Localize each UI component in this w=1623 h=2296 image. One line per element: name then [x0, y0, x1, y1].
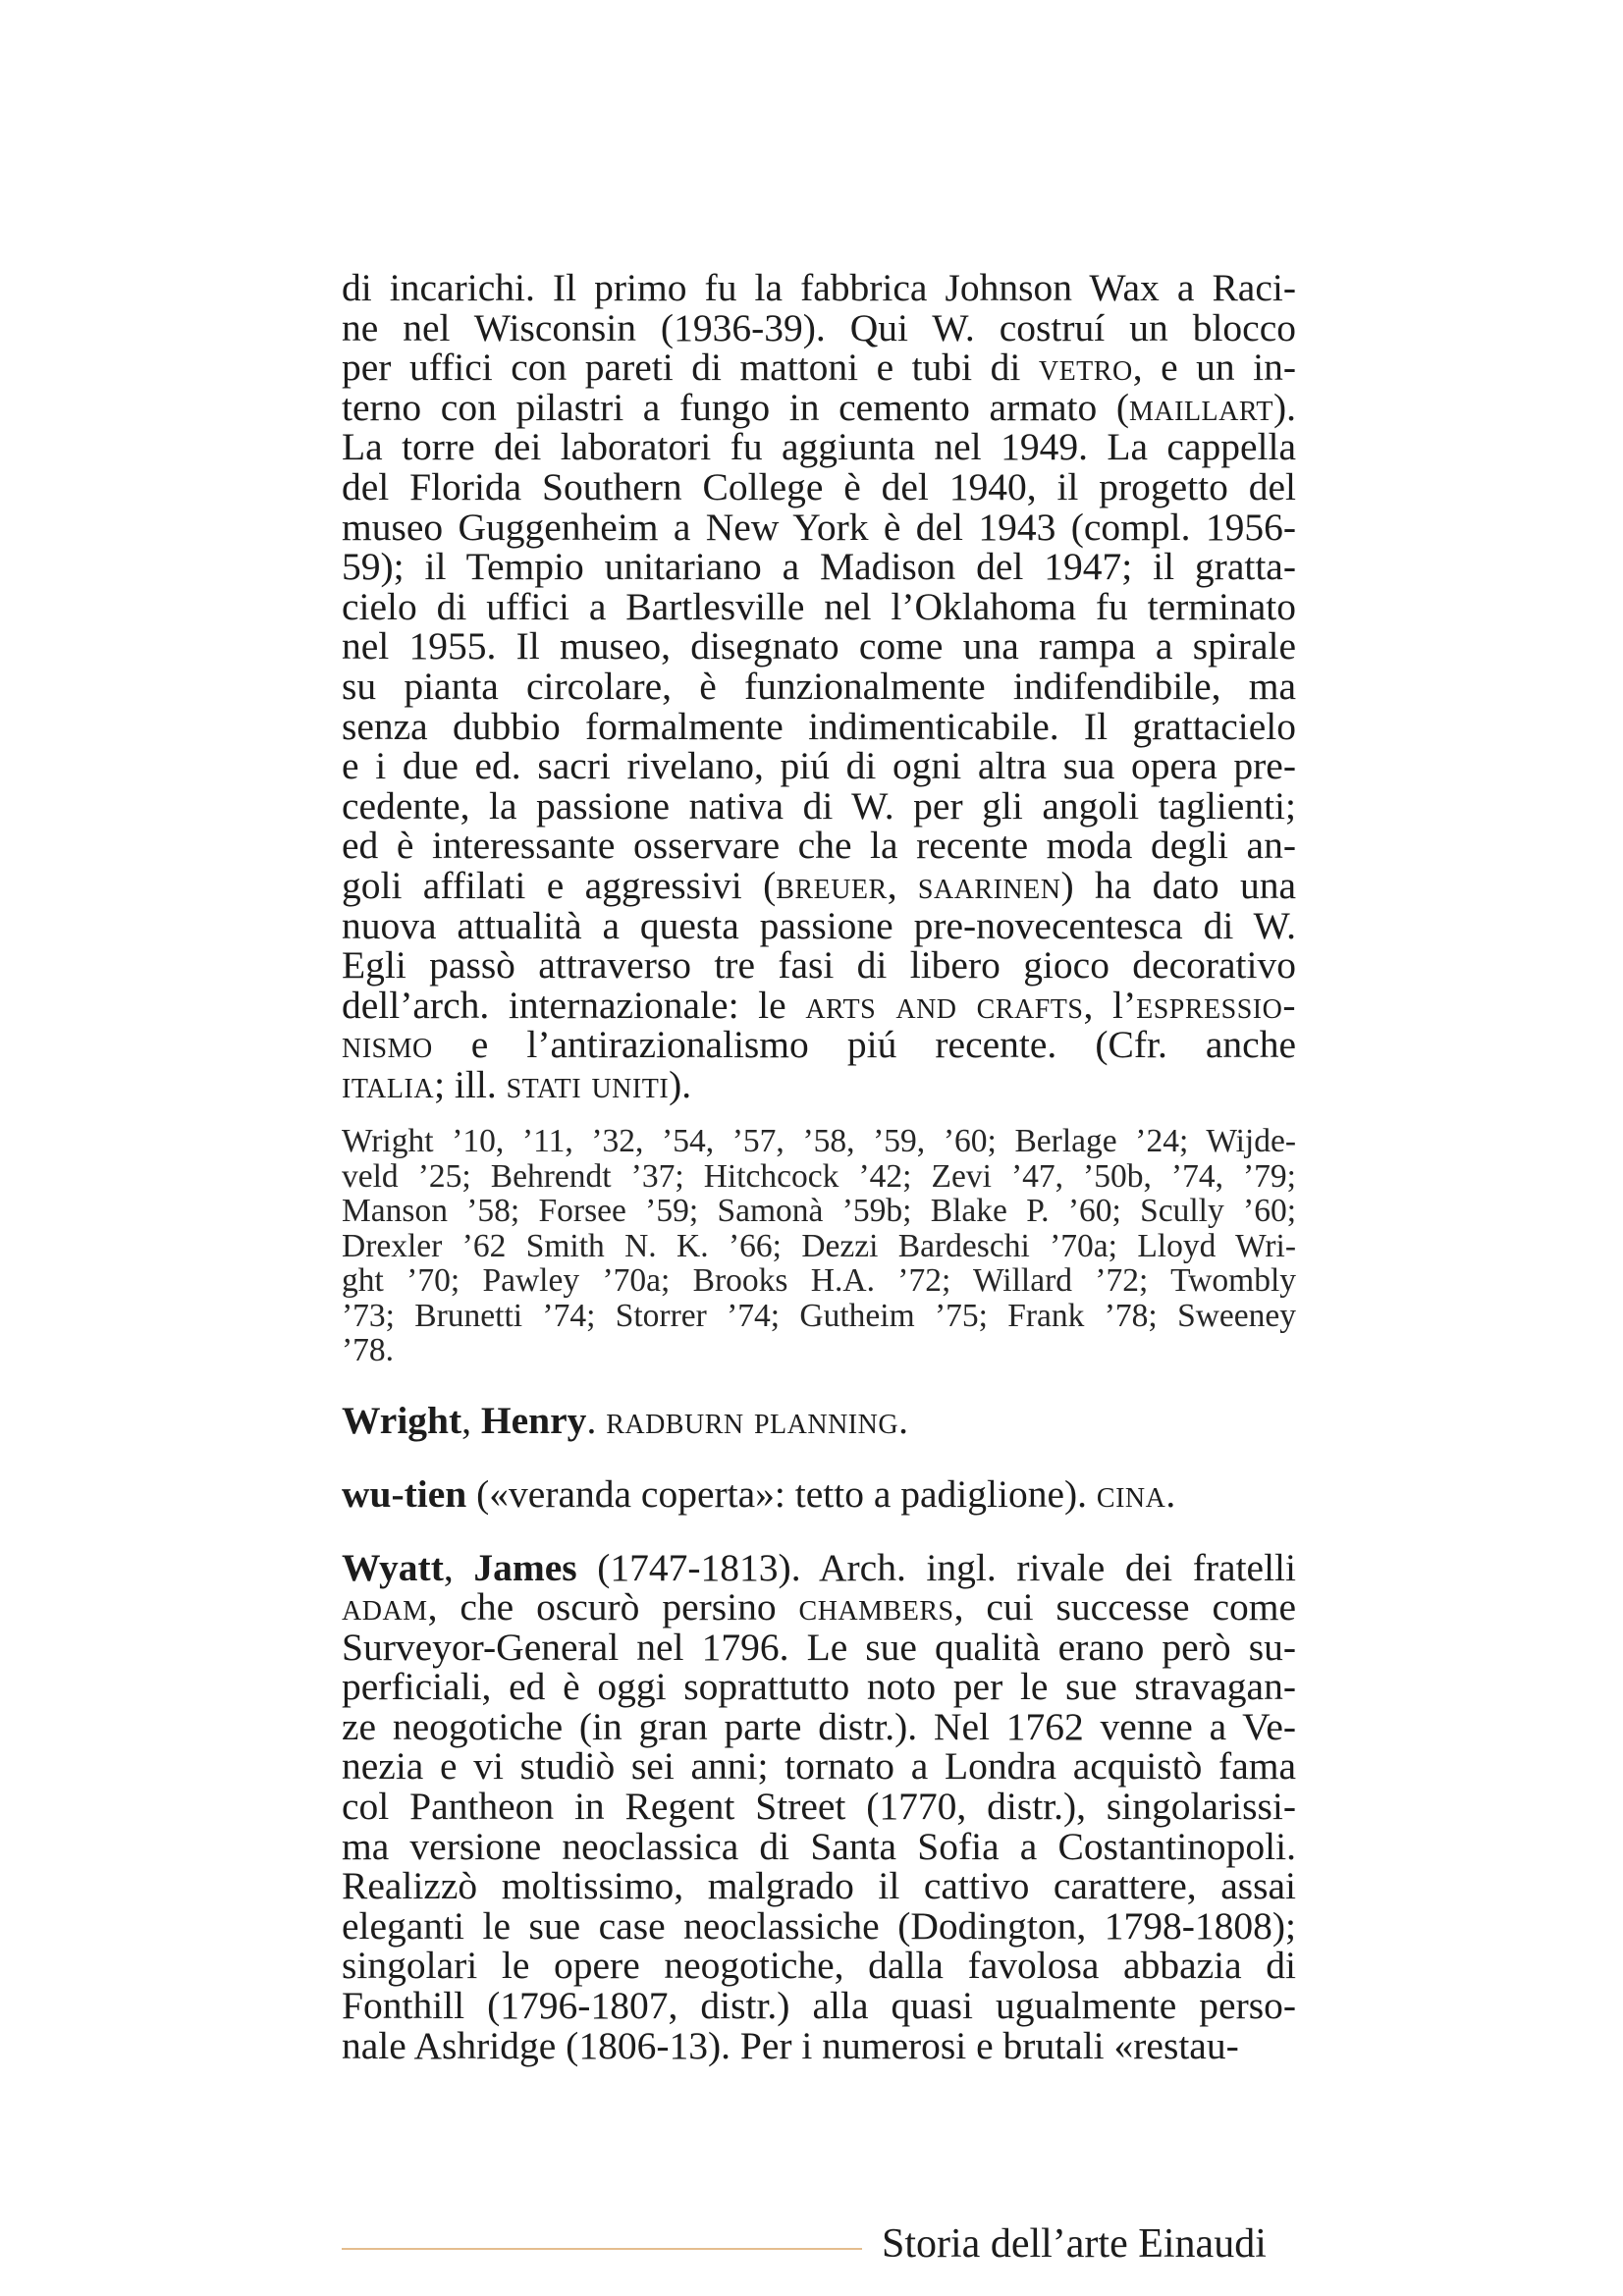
- entry-headword: James: [473, 1545, 577, 1589]
- text-segment: , che oscurò persino: [427, 1585, 799, 1629]
- text-segment: dell’arch. internazionale: le: [342, 983, 806, 1027]
- cross-reference: stati uniti: [506, 1062, 670, 1106]
- text-line: ne nel Wisconsin (1936-39). Qui W. costruí un blocco: [342, 305, 1296, 349]
- bibliography-wright: [342, 1124, 1296, 1367]
- entry-headword: wu-tien: [342, 1471, 467, 1516]
- text-segment: ,: [443, 1545, 474, 1589]
- entry-headword: Wyatt: [342, 1545, 444, 1589]
- text-line: ze neogotiche (in gran parte distr.). Nel 1762 venne a Ve-: [342, 1704, 1296, 1748]
- text-line: di incarichi. Il primo fu la fabbrica Johnson Wax a Raci-: [342, 266, 1296, 309]
- text-segment: e l’antirazionalismo piú recente. (Cfr. anche: [432, 1023, 1296, 1067]
- text-line: ght ’70; Pawley ’70a; Brooks H.A. ’72; Willard ’72; Twombly: [342, 1262, 1296, 1300]
- text-line: senza dubbio formalmente indimenticabile. Il grattacielo: [342, 704, 1296, 748]
- cross-reference: arts and crafts: [805, 983, 1084, 1027]
- footer-title: Storia dell’arte Einaudi: [882, 2221, 1267, 2267]
- text-line: La torre dei laboratori fu aggiunta nel 1949. La cappella: [342, 425, 1296, 469]
- entry-wu-tien: [342, 1471, 1296, 1516]
- text-line: [342, 385, 1296, 429]
- text-line: Surveyor-General nel 1796. Le sue qualità erano però su-: [342, 1625, 1296, 1669]
- cross-reference: italia: [342, 1062, 435, 1106]
- cross-reference: saarinen: [917, 863, 1061, 907]
- text-line: ma versione neoclassica di Santa Sofia a Costantinopoli.: [342, 1824, 1296, 1868]
- text-line: eleganti le sue case neoclassiche (Dodington, 1798-1808);: [342, 1903, 1296, 1948]
- text-segment: ).: [669, 1062, 692, 1106]
- text-segment: ).: [1272, 385, 1296, 429]
- text-line: nezia e vi studiò sei anni; tornato a Londra acquistò fama: [342, 1744, 1296, 1789]
- text-line: Fonthill (1796-1807, distr.) alla quasi ugualmente perso-: [342, 1984, 1296, 2028]
- footer-rule: [342, 2248, 862, 2250]
- text-line: [342, 983, 1296, 1027]
- text-line: perficiali, ed è oggi soprattutto noto per le sue stravagan-: [342, 1665, 1296, 1709]
- text-segment: ; ill.: [434, 1062, 507, 1106]
- text-line: nale Ashridge (1806-13). Per i numerosi e brutali «restau-: [342, 2023, 1239, 2067]
- entry-separator: ,: [461, 1399, 481, 1443]
- text-line: [342, 1545, 1297, 1589]
- text-line: cedente, la passione nativa di W. per gli angoli taglienti;: [342, 783, 1296, 828]
- text-line: Realizzò moltissimo, malgrado il cattivo carattere, assai: [342, 1864, 1296, 1908]
- text-line: [342, 1062, 1296, 1106]
- text-line: nel 1955. Il museo, disegnato come una rampa a spirale: [342, 624, 1296, 668]
- text-line: 59); il Tempio unitariano a Madison del 1947; il gratta-: [342, 545, 1296, 589]
- text-segment: goli affilati e aggressivi (: [342, 863, 777, 907]
- entry-end: .: [1165, 1471, 1176, 1516]
- cross-reference: cina: [1096, 1471, 1166, 1516]
- text-line: Drexler ’62 Smith N. K. ’66; Dezzi Bardeschi ’70a; Lloyd Wri-: [342, 1227, 1296, 1264]
- text-line: Wright ’10, ’11, ’32, ’54, ’57, ’58, ’59, ’60; Berlage ’24; Wijde-: [342, 1123, 1296, 1160]
- entry-end: .: [898, 1399, 908, 1443]
- text-line: col Pantheon in Regent Street (1770, distr.), singolarissi-: [342, 1785, 1296, 1829]
- text-line: nuova attualità a questa passione pre-novecentesca di W.: [342, 903, 1296, 947]
- text-segment: terno con pilastri a fungo in cemento armato (: [342, 385, 1129, 429]
- body-paragraph-wright-frank-lloyd: [342, 268, 1296, 1104]
- entry-headword: Wright: [342, 1399, 462, 1443]
- text-segment: (1747-1813). Arch. ingl. rivale dei fratelli: [576, 1545, 1297, 1589]
- text-line: singolari le opere neogotiche, dalla favolosa abbazia di: [342, 1944, 1296, 1988]
- entry-dot: .: [586, 1399, 607, 1443]
- text-line: [342, 1025, 1296, 1065]
- text-line: ’73; Brunetti ’74; Storrer ’74; Gutheim ’75; Frank ’78; Sweeney: [342, 1297, 1296, 1334]
- entry-headword-name: Henry: [480, 1399, 587, 1443]
- text-segment: ,: [887, 863, 918, 907]
- text-line: veld ’25; Behrendt ’37; Hitchcock ’42; Zevi ’47, ’50b, ’74, ’79;: [342, 1157, 1296, 1195]
- text-segment: , l’: [1083, 983, 1137, 1027]
- cross-reference: radburn planning: [606, 1399, 899, 1443]
- text-line: e i due ed. sacri rivelano, piú di ogni altra sua opera pre-: [342, 744, 1296, 788]
- cross-reference: espressio-: [1136, 983, 1296, 1027]
- text-line: Manson ’58; Forsee ’59; Samonà ’59b; Blake P. ’60; Scully ’60;: [342, 1193, 1296, 1230]
- text-line: [342, 347, 1296, 388]
- text-line: su pianta circolare, è funzionalmente indifendibile, ma: [342, 664, 1296, 708]
- text-line: cielo di uffici a Bartlesville nel l’Oklahoma fu terminato: [342, 584, 1296, 628]
- cross-reference: nismo: [342, 1023, 433, 1067]
- entry-wyatt-james: [342, 1545, 1297, 2067]
- cross-reference: breuer: [776, 863, 888, 907]
- entry-wright-henry: [342, 1401, 1296, 1441]
- text-line: del Florida Southern College è del 1940, il progetto del: [342, 464, 1296, 508]
- cross-reference: maillart: [1129, 385, 1273, 429]
- cross-reference: chambers: [798, 1585, 954, 1629]
- text-line: ed è interessante osservare che la recente moda degli an-: [342, 824, 1296, 868]
- text-segment: , e un in-: [1132, 346, 1296, 390]
- page-content: [342, 268, 1296, 2065]
- text-line: [342, 863, 1296, 907]
- text-line: Egli passò attraverso tre fasi di libero gioco decorativo: [342, 943, 1296, 988]
- text-line: ’78.: [342, 1331, 395, 1368]
- text-line: [342, 1587, 1296, 1628]
- text-line: museo Guggenheim a New York è del 1943 (compl. 1956-: [342, 505, 1296, 549]
- text-segment: , cui successe come: [953, 1585, 1297, 1629]
- entry-definition: («veranda coperta»: tetto a padiglione).: [466, 1471, 1097, 1516]
- cross-reference: vetro: [1038, 346, 1133, 390]
- cross-reference: adam: [342, 1585, 428, 1629]
- text-segment: per uffici con pareti di mattoni e tubi di: [342, 346, 1039, 390]
- text-segment: ) ha dato una: [1060, 863, 1296, 907]
